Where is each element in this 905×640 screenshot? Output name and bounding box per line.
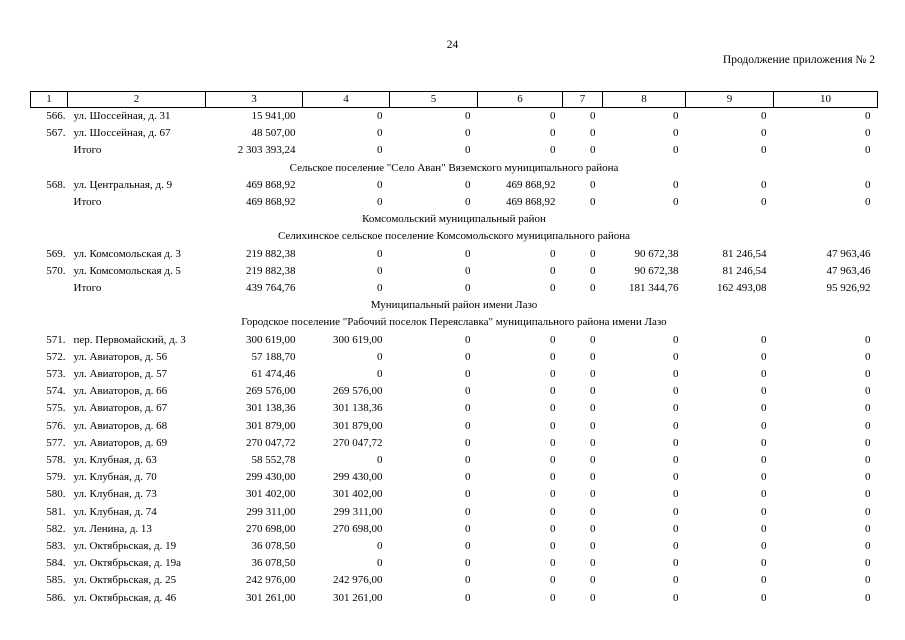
value-cell-7: 0	[590, 540, 596, 553]
value-cell-8: 0	[673, 127, 679, 140]
value-cell-7: 0	[590, 368, 596, 381]
value-cell-7: 0	[590, 127, 596, 140]
section-heading: Городское поселение "Рабочий поселок Переяславка" муниципального района имени Лазо	[241, 316, 667, 329]
value-cell-8: 90 672,38	[634, 247, 679, 260]
value-cell-10: 0	[865, 196, 871, 209]
value-cell-3: 61 474,46	[251, 368, 296, 381]
value-cell-6: 0	[550, 282, 556, 295]
table-row	[31, 504, 878, 521]
value-cell-3: 301 879,00	[246, 419, 296, 432]
value-cell-7: 0	[590, 264, 596, 277]
row-number: 578.	[46, 454, 66, 467]
value-cell-3: 58 552,78	[251, 454, 296, 467]
address-cell: ул. Авиаторов, д. 67	[73, 402, 168, 415]
table-row	[31, 383, 878, 400]
value-cell-5: 0	[465, 247, 471, 260]
value-cell-8: 0	[673, 557, 679, 570]
column-header: 9	[686, 92, 774, 108]
value-cell-5: 0	[465, 419, 471, 432]
value-cell-6: 0	[550, 402, 556, 415]
row-number: 567.	[46, 127, 66, 140]
row-number: 576.	[46, 419, 66, 432]
value-cell-4: 299 430,00	[333, 471, 383, 484]
table-row	[31, 590, 878, 607]
column-header: 4	[303, 92, 390, 108]
value-cell-10: 0	[865, 368, 871, 381]
value-cell-3: 439 764,76	[246, 282, 296, 295]
value-cell-8: 0	[673, 196, 679, 209]
value-cell-4: 299 311,00	[333, 505, 383, 518]
value-cell-9: 0	[761, 557, 767, 570]
value-cell-3: 219 882,38	[246, 264, 296, 277]
value-cell-6: 0	[550, 144, 556, 157]
value-cell-7: 0	[590, 591, 596, 604]
value-cell-10: 0	[865, 488, 871, 501]
value-cell-10: 95 926,92	[826, 282, 871, 295]
table-row	[31, 538, 878, 555]
row-number: 586.	[46, 591, 66, 604]
section-heading: Муниципальный район имени Лазо	[370, 299, 538, 312]
total-row	[31, 194, 878, 211]
value-cell-3: 36 078,50	[251, 557, 296, 570]
value-cell-5: 0	[465, 557, 471, 570]
value-cell-7: 0	[590, 557, 596, 570]
value-cell-3: 2 303 393,24	[237, 144, 296, 157]
value-cell-7: 0	[590, 522, 596, 535]
table-row	[31, 349, 878, 366]
value-cell-8: 0	[673, 454, 679, 467]
value-cell-8: 0	[673, 144, 679, 157]
value-cell-5: 0	[465, 402, 471, 415]
table-row	[31, 572, 878, 589]
row-number: 582.	[46, 522, 66, 535]
value-cell-10: 0	[865, 402, 871, 415]
value-cell-9: 81 246,54	[722, 247, 767, 260]
value-cell-5: 0	[465, 333, 471, 346]
value-cell-10: 0	[865, 522, 871, 535]
value-cell-9: 0	[761, 196, 767, 209]
value-cell-9: 0	[761, 110, 767, 122]
value-cell-7: 0	[590, 333, 596, 346]
address-cell: ул. Комсомольская д. 5	[73, 264, 181, 277]
value-cell-9: 0	[761, 591, 767, 604]
value-cell-7: 0	[590, 505, 596, 518]
value-cell-4: 242 976,00	[333, 574, 383, 587]
row-number: 585.	[46, 574, 66, 587]
page-number: 24	[446, 39, 459, 51]
value-cell-4: 0	[377, 350, 383, 363]
value-cell-8: 0	[673, 350, 679, 363]
value-cell-7: 0	[590, 488, 596, 501]
table-row	[31, 418, 878, 435]
value-cell-6: 0	[550, 110, 556, 122]
row-number: 575.	[46, 402, 66, 415]
value-cell-8: 0	[673, 368, 679, 381]
value-cell-5: 0	[465, 144, 471, 157]
value-cell-4: 0	[377, 368, 383, 381]
address-cell: ул. Центральная, д. 9	[73, 178, 173, 191]
value-cell-9: 0	[761, 385, 767, 398]
table-row	[31, 435, 878, 452]
address-cell: ул. Шоссейная, д. 67	[73, 127, 171, 140]
value-cell-9: 0	[761, 574, 767, 587]
row-number: 583.	[46, 540, 66, 553]
value-cell-6: 0	[550, 350, 556, 363]
row-number: 574.	[46, 385, 66, 398]
address-cell: ул. Комсомольская д. 3	[73, 247, 181, 260]
value-cell-4: 0	[377, 127, 383, 140]
value-cell-10: 0	[865, 454, 871, 467]
value-cell-10: 0	[865, 110, 871, 122]
header-row	[31, 92, 878, 108]
value-cell-10: 0	[865, 385, 871, 398]
row-number: 579.	[46, 471, 66, 484]
value-cell-4: 301 261,00	[333, 591, 383, 604]
value-cell-7: 0	[590, 471, 596, 484]
table-row	[31, 555, 878, 572]
value-cell-4: 0	[377, 264, 383, 277]
column-header: 1	[31, 92, 68, 108]
value-cell-10: 47 963,46	[826, 264, 871, 277]
value-cell-7: 0	[590, 196, 596, 209]
section-heading-row	[31, 160, 878, 177]
row-number: 584.	[46, 557, 66, 570]
address-cell: ул. Шоссейная, д. 31	[73, 110, 171, 122]
value-cell-6: 0	[550, 488, 556, 501]
value-cell-4: 0	[377, 282, 383, 295]
address-cell: пер. Первомайский, д. 3	[73, 333, 186, 346]
value-cell-9: 0	[761, 144, 767, 157]
value-cell-3: 469 868,92	[246, 178, 296, 191]
table-row	[31, 125, 878, 142]
address-cell: ул. Авиаторов, д. 69	[73, 436, 168, 449]
value-cell-5: 0	[465, 110, 471, 122]
value-cell-6: 0	[550, 368, 556, 381]
value-cell-3: 469 868,92	[246, 196, 296, 209]
value-cell-9: 0	[761, 505, 767, 518]
value-cell-5: 0	[465, 505, 471, 518]
value-cell-6: 0	[550, 471, 556, 484]
value-cell-6: 0	[550, 522, 556, 535]
address-cell: ул. Октябрьская, д. 19а	[73, 557, 181, 570]
value-cell-9: 0	[761, 178, 767, 191]
section-heading-row	[31, 228, 878, 245]
total-row	[31, 280, 878, 297]
table-row	[31, 400, 878, 417]
row-number: 568.	[46, 178, 66, 191]
row-number: 570.	[46, 264, 66, 277]
address-cell: ул. Авиаторов, д. 68	[73, 419, 168, 432]
table-row	[31, 263, 878, 280]
value-cell-9: 0	[761, 436, 767, 449]
row-number: 580.	[46, 488, 66, 501]
value-cell-3: 15 941,00	[251, 110, 296, 122]
value-cell-10: 0	[865, 557, 871, 570]
address-cell: ул. Клубная, д. 70	[73, 471, 157, 484]
section-heading-row	[31, 297, 878, 314]
value-cell-3: 242 976,00	[246, 574, 296, 587]
value-cell-5: 0	[465, 591, 471, 604]
value-cell-3: 299 311,00	[246, 505, 296, 518]
value-cell-8: 0	[673, 110, 679, 122]
value-cell-5: 0	[465, 196, 471, 209]
table-row	[31, 521, 878, 538]
value-cell-5: 0	[465, 454, 471, 467]
value-cell-3: 57 188,70	[251, 350, 296, 363]
value-cell-4: 270 047,72	[333, 436, 383, 449]
value-cell-6: 0	[550, 574, 556, 587]
value-cell-3: 301 138,36	[246, 402, 296, 415]
value-cell-6: 0	[550, 127, 556, 140]
value-cell-9: 0	[761, 127, 767, 140]
value-cell-3: 269 576,00	[246, 385, 296, 398]
value-cell-8: 0	[673, 522, 679, 535]
value-cell-7: 0	[590, 454, 596, 467]
section-heading: Селихинское сельское поселение Комсомольского муниципального района	[277, 230, 631, 243]
value-cell-8: 0	[673, 419, 679, 432]
row-number: 573.	[46, 368, 66, 381]
value-cell-6: 0	[550, 333, 556, 346]
row-number	[31, 280, 68, 297]
value-cell-8: 0	[673, 505, 679, 518]
value-cell-3: 301 402,00	[246, 488, 296, 501]
address-cell: ул. Клубная, д. 73	[73, 488, 157, 501]
column-header: 8	[603, 92, 686, 108]
value-cell-6: 0	[550, 557, 556, 570]
value-cell-8: 0	[673, 574, 679, 587]
value-cell-3: 301 261,00	[246, 591, 296, 604]
value-cell-9: 0	[761, 419, 767, 432]
row-number: 569.	[46, 247, 66, 260]
value-cell-5: 0	[465, 436, 471, 449]
value-cell-9: 162 493,08	[717, 282, 767, 295]
value-cell-6: 0	[550, 591, 556, 604]
row-number: 581.	[46, 505, 66, 518]
row-number	[31, 142, 68, 159]
table-row	[31, 108, 878, 126]
value-cell-10: 0	[865, 574, 871, 587]
value-cell-6: 469 868,92	[506, 196, 556, 209]
value-cell-7: 0	[590, 419, 596, 432]
table-row	[31, 452, 878, 469]
value-cell-8: 0	[673, 540, 679, 553]
value-cell-5: 0	[465, 471, 471, 484]
row-number: 577.	[46, 436, 66, 449]
value-cell-8: 0	[673, 471, 679, 484]
value-cell-6: 0	[550, 385, 556, 398]
section-heading-row	[31, 211, 878, 228]
value-cell-5: 0	[465, 488, 471, 501]
table-row	[31, 486, 878, 503]
column-header: 10	[774, 92, 878, 108]
address-cell: ул. Октябрьская, д. 46	[73, 591, 177, 604]
value-cell-8: 0	[673, 402, 679, 415]
address-cell: ул. Ленина, д. 13	[73, 522, 152, 535]
value-cell-5: 0	[465, 368, 471, 381]
value-cell-7: 0	[590, 282, 596, 295]
table-body	[31, 108, 878, 607]
value-cell-6: 0	[550, 419, 556, 432]
value-cell-10: 0	[865, 350, 871, 363]
column-header: 2	[68, 92, 206, 108]
address-cell: ул. Октябрьская, д. 25	[73, 574, 177, 587]
value-cell-4: 0	[377, 144, 383, 157]
column-header: 7	[563, 92, 603, 108]
value-cell-7: 0	[590, 144, 596, 157]
value-cell-4: 301 138,36	[333, 402, 383, 415]
value-cell-3: 300 619,00	[246, 333, 296, 346]
value-cell-10: 0	[865, 591, 871, 604]
value-cell-9: 0	[761, 488, 767, 501]
value-cell-7: 0	[590, 178, 596, 191]
column-header: 3	[206, 92, 303, 108]
value-cell-4: 0	[377, 540, 383, 553]
value-cell-4: 300 619,00	[333, 333, 383, 346]
value-cell-9: 81 246,54	[722, 264, 767, 277]
table-row	[31, 177, 878, 194]
value-cell-8: 181 344,76	[629, 282, 679, 295]
value-cell-7: 0	[590, 385, 596, 398]
value-cell-5: 0	[465, 540, 471, 553]
address-cell: Итого	[73, 196, 102, 209]
total-row	[31, 142, 878, 159]
value-cell-3: 270 698,00	[246, 522, 296, 535]
value-cell-4: 270 698,00	[333, 522, 383, 535]
value-cell-9: 0	[761, 333, 767, 346]
table-header	[31, 92, 878, 108]
value-cell-4: 0	[377, 196, 383, 209]
section-heading-row	[31, 314, 878, 331]
value-cell-5: 0	[465, 385, 471, 398]
value-cell-7: 0	[590, 436, 596, 449]
value-cell-10: 0	[865, 436, 871, 449]
column-header: 6	[478, 92, 563, 108]
value-cell-4: 0	[377, 557, 383, 570]
value-cell-4: 301 879,00	[333, 419, 383, 432]
value-cell-4: 0	[377, 178, 383, 191]
value-cell-4: 0	[377, 110, 383, 122]
value-cell-5: 0	[465, 264, 471, 277]
value-cell-9: 0	[761, 540, 767, 553]
value-cell-4: 269 576,00	[333, 385, 383, 398]
value-cell-9: 0	[761, 454, 767, 467]
value-cell-3: 219 882,38	[246, 247, 296, 260]
value-cell-6: 0	[550, 264, 556, 277]
value-cell-6: 0	[550, 436, 556, 449]
value-cell-5: 0	[465, 574, 471, 587]
table-row	[31, 246, 878, 263]
address-cell: ул. Октябрьская, д. 19	[73, 540, 177, 553]
row-number: 572.	[46, 350, 66, 363]
address-cell: ул. Клубная, д. 63	[73, 454, 157, 467]
value-cell-10: 0	[865, 178, 871, 191]
table-row	[31, 366, 878, 383]
value-cell-10: 0	[865, 419, 871, 432]
value-cell-4: 0	[377, 247, 383, 260]
value-cell-4: 301 402,00	[333, 488, 383, 501]
value-cell-8: 0	[673, 591, 679, 604]
value-cell-7: 0	[590, 350, 596, 363]
register-table	[30, 91, 878, 607]
value-cell-8: 0	[673, 333, 679, 346]
value-cell-9: 0	[761, 368, 767, 381]
value-cell-7: 0	[590, 110, 596, 122]
value-cell-6: 0	[550, 454, 556, 467]
section-heading: Комсомольский муниципальный район	[362, 213, 546, 226]
table-row	[31, 332, 878, 349]
address-cell: ул. Авиаторов, д. 56	[73, 350, 168, 363]
value-cell-9: 0	[761, 350, 767, 363]
value-cell-5: 0	[465, 178, 471, 191]
value-cell-6: 469 868,92	[506, 178, 556, 191]
value-cell-6: 0	[550, 505, 556, 518]
value-cell-8: 0	[673, 385, 679, 398]
address-cell: ул. Клубная, д. 74	[73, 505, 157, 518]
value-cell-7: 0	[590, 574, 596, 587]
value-cell-7: 0	[590, 402, 596, 415]
value-cell-4: 0	[377, 454, 383, 467]
value-cell-10: 0	[865, 127, 871, 140]
row-number: 566.	[46, 110, 66, 122]
address-cell: ул. Авиаторов, д. 66	[73, 385, 168, 398]
value-cell-7: 0	[590, 247, 596, 260]
value-cell-3: 36 078,50	[251, 540, 296, 553]
value-cell-3: 270 047,72	[246, 436, 296, 449]
value-cell-3: 48 507,00	[251, 127, 296, 140]
value-cell-10: 0	[865, 144, 871, 157]
value-cell-5: 0	[465, 350, 471, 363]
value-cell-5: 0	[465, 127, 471, 140]
address-cell: Итого	[73, 282, 102, 295]
address-cell: ул. Авиаторов, д. 57	[73, 368, 168, 381]
value-cell-10: 0	[865, 505, 871, 518]
value-cell-3: 299 430,00	[246, 471, 296, 484]
continuation-note: Продолжение приложения № 2	[722, 54, 875, 66]
column-header: 5	[390, 92, 478, 108]
value-cell-10: 47 963,46	[826, 247, 871, 260]
table-row	[31, 469, 878, 486]
value-cell-5: 0	[465, 282, 471, 295]
value-cell-6: 0	[550, 540, 556, 553]
value-cell-8: 0	[673, 436, 679, 449]
value-cell-9: 0	[761, 471, 767, 484]
value-cell-10: 0	[865, 540, 871, 553]
address-cell: Итого	[73, 144, 102, 157]
value-cell-8: 90 672,38	[634, 264, 679, 277]
value-cell-8: 0	[673, 178, 679, 191]
value-cell-6: 0	[550, 247, 556, 260]
value-cell-9: 0	[761, 522, 767, 535]
value-cell-10: 0	[865, 333, 871, 346]
row-number: 571.	[46, 333, 66, 346]
value-cell-10: 0	[865, 471, 871, 484]
value-cell-8: 0	[673, 488, 679, 501]
section-heading: Сельское поселение "Село Аван" Вяземского муниципального района	[289, 161, 619, 174]
value-cell-9: 0	[761, 402, 767, 415]
row-number	[31, 194, 68, 211]
value-cell-5: 0	[465, 522, 471, 535]
